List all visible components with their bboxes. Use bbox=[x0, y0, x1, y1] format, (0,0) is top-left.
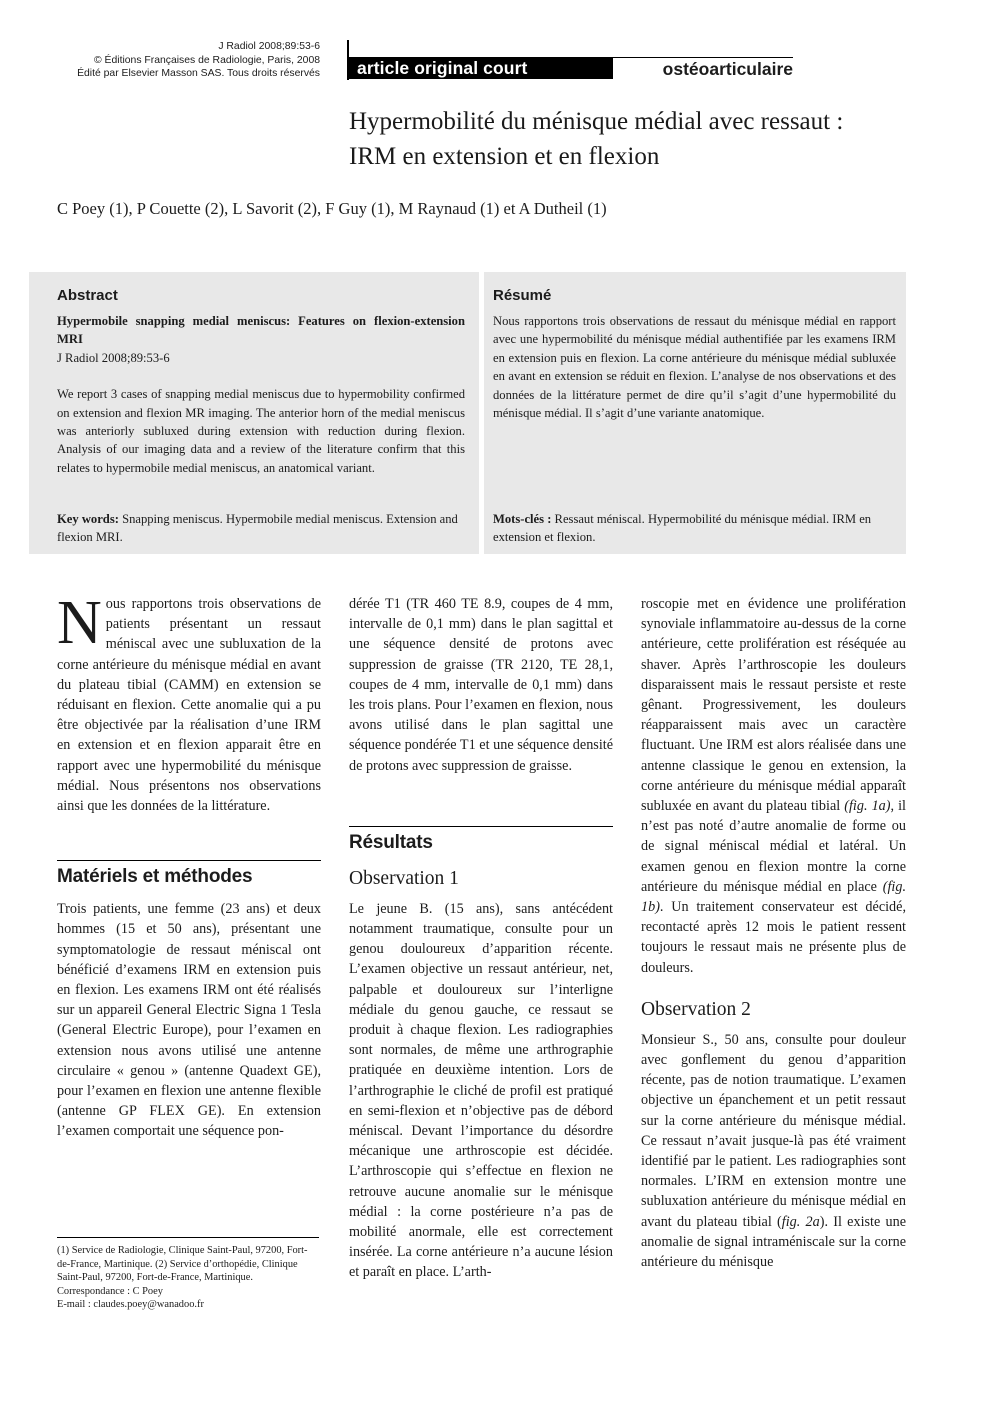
results-heading: Résultats bbox=[349, 831, 433, 853]
observation-2-heading: Observation 2 bbox=[641, 998, 751, 1020]
resume-text: Nous rapportons trois observations de ressaut du ménisque médial en rapport avec une hypermobilité du ménisque médial authentifiée par les examens IRM en extension puis en flexion. La corne antérieure du ménisque médial subluxée en avant en extension se réduit en flexion. L’analyse de nos observations et des données de la littérature permet de dire qu’il s’agit d’une hypermobilité du ménisque médial. Il s’agit d’une variante anatomique. bbox=[493, 314, 896, 421]
title-line-1: Hypermobilité du ménisque médial avec ressaut : bbox=[349, 108, 844, 135]
abstract-heading: Abstract bbox=[57, 287, 118, 304]
section-label: ostéoarticulaire bbox=[662, 59, 793, 79]
copyright-line: © Éditions Françaises de Radiologie, Paris, 2008 bbox=[94, 54, 320, 66]
mots-cles-label: Mots-clés : bbox=[493, 512, 552, 526]
intro-paragraph bbox=[57, 589, 321, 816]
body-column-1 bbox=[57, 589, 321, 1142]
methods-text: Trois patients, une femme (23 ans) et deux hommes (15 et 50 ans), présentant une symptomatologie de ressaut méniscal ont bénéficié d’examens IRM en extension puis en flexion. Les examens IRM ont été réalisés sur un appareil General Electric Signa 1 Tesla (General Electric Europe), pour l’examen en extension nous avons utilisé une antenne circulaire « genou » (antenne Quadext GE), pour l’examen en flexion une antenne flexible (antenne GP FLEX GE). En extension l’examen comportait une séquence pon- bbox=[57, 901, 321, 1140]
citation-line: J Radiol 2008;89:53-6 bbox=[218, 41, 320, 52]
observation-1-continued: roscopie met en évidence une prolifération synoviale inflammatoire au-dessus de la corne antérieure, cette prolifération est réséquée au shaver. Après l’arthroscopie les douleurs disparaissent mais le ressaut persiste et reste gênant. Progressivement, les douleurs réapparaissent mais avec un caractère fluctuant. Une IRM est alors réalisée dans une antenne classique le genou en extension, la corne antérieure du ménisque médial apparaît subluxée en avant du plateau tibial (fig. 1a), il n’est pas noté d’autre anomalie de forme ou de signal méniscal médial et latéral. Un examen genou en flexion montre la corne antérieure du ménisque médial en place (fig. 1b). Un traitement conservateur est décidé, recontacté après 12 mois le patient ressent toujours le ressaut mais ne présente plus de douleurs. bbox=[641, 596, 906, 976]
intro-text: ous rapportons trois observations de patients présentant un ressaut méniscal avec une subluxation de la corne antérieure du ménisque médial en avant du plateau tibial (CAMM) en extension se réduisant en flexion. Cette anomalie qui a pu être objectivée par la réalisation d’une IRM en extension et en flexion apparait être en rapport avec une hypermobilité du ménisque médial. Nous présentons nos observations ainsi que les données de la littérature. bbox=[57, 596, 321, 815]
article-title bbox=[349, 104, 949, 174]
keywords-text: Snapping meniscus. Hypermobile medial meniscus. Extension and flexion MRI. bbox=[57, 512, 458, 545]
methods-rule bbox=[57, 860, 321, 861]
body-column-2 bbox=[349, 594, 613, 1283]
results-rule bbox=[349, 826, 613, 827]
article-type-banner: article original court bbox=[349, 57, 613, 79]
observation-1-heading: Observation 1 bbox=[349, 867, 459, 889]
observation-1-text: Le jeune B. (15 ans), sans antécédent notamment traumatique, consulte pour un genou douloureux d’apparition récente. L’examen objective un ressaut antérieur, net, palpable et douloureux sur l’interligne médiale du genou gauche, ce ressaut se produit à chaque flexion. Les radiographies sont normales, de même une arthrographie pratiquée en deuxième intention. Lors de l’arthrographie le cliché de profil est pratiqué en semi-flexion et n’objective pas de débord méniscal. Devant l’importance du désordre mécanique une arthroscopie est décidée. L’arthroscopie qui s’effectue en flexion ne retrouve aucune anomalie sur le ménisque médial : la corne postérieure n’a pas de mobilité anormale, elle est correctement insérée. La corne antérieure n’a aucune lésion et paraît en place. L’arth- bbox=[349, 900, 613, 1281]
affiliations: (1) Service de Radiologie, Clinique Saint-Paul, 97200, Fort-de-France, Martinique. (2) Service d’orthopédie, Clinique Saint-Paul, 97200, Fort-de-France, Martinique. bbox=[57, 1245, 308, 1284]
resume-heading: Résumé bbox=[493, 287, 552, 304]
email: E-mail : claudes.poey@wanadoo.fr bbox=[57, 1299, 204, 1311]
footnote-rule bbox=[57, 1237, 319, 1238]
abstract-citation: J Radiol 2008;89:53-6 bbox=[57, 350, 170, 365]
abstract-subtitle: Hypermobile snapping medial meniscus: Features on flexion-extension MRI bbox=[57, 314, 465, 347]
body-column-3 bbox=[641, 594, 906, 1272]
fig-2a-ref: fig. 2a bbox=[781, 1213, 820, 1230]
fig-1b-ref: (fig. 1b) bbox=[641, 878, 906, 916]
title-line-2: IRM en extension et en flexion bbox=[349, 143, 660, 170]
fig-1a-ref: (fig. 1a) bbox=[844, 798, 891, 815]
author-list: C Poey (1), P Couette (2), L Savorit (2), F Guy (1), M Raynaud (1) et A Dutheil (1) bbox=[57, 199, 607, 218]
methods-continued: dérée T1 (TR 460 TE 8.9, coupes de 4 mm, intervalle de 0,1 mm) dans le plan sagittal et une séquence densité de protons avec suppression de graisse (TR 2120, TE 28,1, coupes de 4 mm, intervalle de 0,1 mm) dans les trois plans. Pour l’examen en flexion, nous avons utilisé dans le plan sagittal une séquence pondérée T1 et une séquence densité de protons avec suppression de graisse. bbox=[349, 596, 613, 774]
mots-cles-text: Ressaut méniscal. Hypermobilité du ménisque médial. IRM en extension et flexion. bbox=[493, 512, 872, 545]
keywords-label: Key words: bbox=[57, 512, 119, 526]
footnote bbox=[57, 1244, 319, 1312]
publisher-line: Édité par Elsevier Masson SAS. Tous droits réservés bbox=[77, 68, 320, 80]
resume-box bbox=[484, 272, 906, 554]
abstract-keywords bbox=[57, 510, 465, 547]
observation-2-text: Monsieur S., 50 ans, consulte pour douleur avec gonflement du genou d’apparition récente, pas de notion traumatique. L’examen objective un épanchement et un petit ressaut sur la corne antérieure du ménisque médial. Ce ressaut n’avait jusque-là pas été vraiment identifié par le patient. Les radiographies sont normales. L’IRM en extension montre une subluxation antérieure du ménisque médial en avant du plateau tibial (fig. 2a). Il existe une anomalie de signal intraméniscale sur la corne antérieure du ménisque bbox=[641, 1031, 906, 1271]
correspondence: Correspondance : C Poey bbox=[57, 1285, 163, 1297]
drop-cap: N bbox=[57, 589, 102, 657]
resume-keywords bbox=[493, 510, 896, 547]
journal-header bbox=[40, 40, 320, 81]
abstract-box bbox=[29, 272, 479, 554]
methods-heading: Matériels et méthodes bbox=[57, 866, 253, 888]
abstract-text: We report 3 cases of snapping medial meniscus due to hypermobility confirmed on extension and flexion MR imaging. The anterior horn of the medial meniscus was anteriorly subluxed during extension with reduction during flexion. Analysis of our imaging data and a review of the literature confirm that this relates to hypermobile medial meniscus, an anatomical variant. bbox=[57, 387, 465, 475]
